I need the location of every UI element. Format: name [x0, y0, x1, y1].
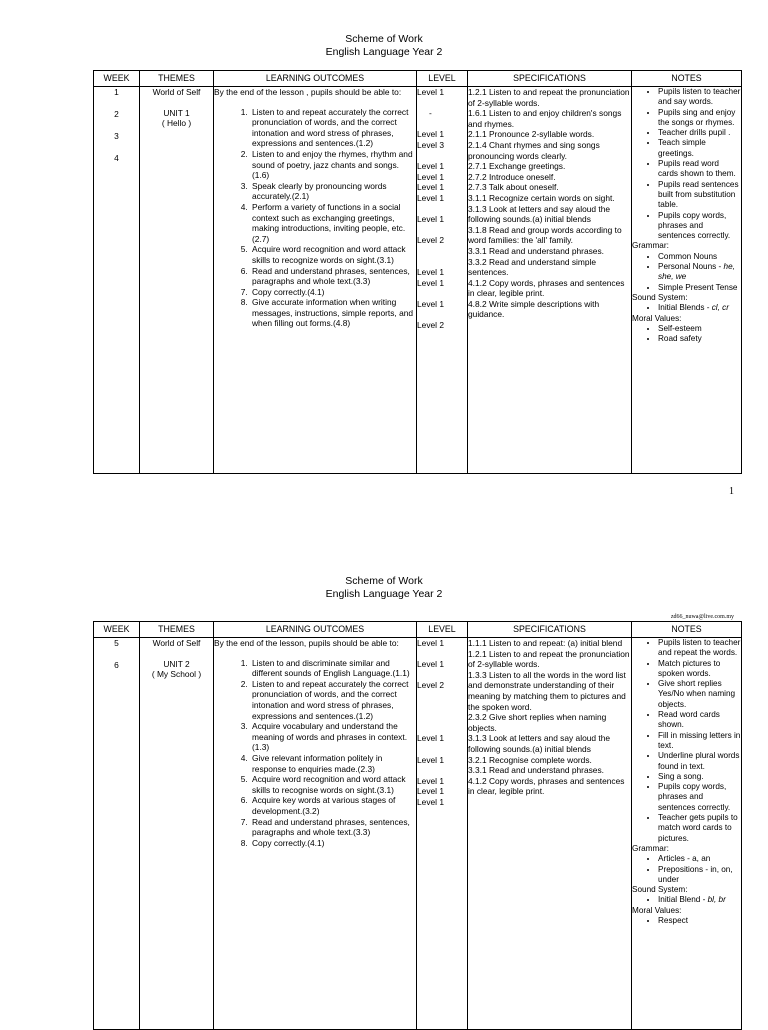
level-entry: Level 2	[417, 235, 445, 246]
list-item: • Teach simple greetings.	[658, 138, 741, 159]
notes-list	[632, 638, 741, 844]
list-item: • Pupils listen to teacher and repeat the words.	[658, 638, 741, 659]
specifications-cell	[468, 87, 632, 474]
grammar-label: Grammar:	[632, 843, 669, 853]
lo-intro: By the end of the lesson , pupils should be able to:	[214, 87, 402, 97]
theme-name: World of Self	[152, 638, 201, 648]
list-item: • Pupils copy words, phrases and sentences correctly.	[658, 211, 741, 242]
notes-list	[632, 87, 741, 241]
week-number: 2	[114, 109, 119, 119]
theme-cell	[140, 87, 214, 474]
list-item: • Teacher drills pupil .	[658, 128, 741, 138]
level-entry: Level 1	[417, 277, 445, 288]
level-entry	[417, 670, 467, 681]
table-header-row	[94, 622, 742, 638]
level-entry	[417, 246, 467, 257]
list-item: 7. Copy correctly.(4.1)	[250, 287, 416, 298]
table-row	[94, 638, 742, 1030]
list-item-italic: bl, br	[707, 895, 726, 905]
list-item: • Pupils read sentences built from substitution table.	[658, 180, 741, 211]
list-item-italic: he, she, we	[658, 262, 735, 282]
page-title: Scheme of Work	[345, 33, 423, 45]
list-item: • Teacher gets pupils to match word cards to pictures.	[658, 813, 741, 844]
level-entry: Level 1	[417, 638, 445, 648]
header-level: LEVEL	[417, 71, 468, 87]
level-entry: Level 1	[417, 659, 445, 670]
unit-label: UNIT 1	[163, 107, 190, 118]
level-entry: Level 1	[417, 214, 445, 225]
unit-name: ( Hello )	[161, 118, 192, 129]
table-header-row	[94, 71, 742, 87]
header-notes: NOTES	[632, 622, 742, 638]
level-entry	[417, 712, 467, 723]
learning-outcomes-cell	[214, 87, 417, 474]
page-subtitle: English Language Year 2	[325, 588, 443, 600]
table-row	[94, 87, 742, 474]
sound-system-list	[632, 303, 741, 313]
list-item: 8. Give accurate information when writing messages, instructions, simple reports, and when filling out forms.(4.8)	[250, 297, 416, 329]
list-item: 1. Listen to and repeat accurately the correct pronunciation of words, and the correct intonation and word stress of phrases, expressions and sentences.(1.2)	[250, 107, 416, 149]
page-title: Scheme of Work	[345, 575, 423, 587]
page-number: 1	[729, 486, 734, 497]
level-entry: Level 1	[417, 267, 445, 278]
level-entry	[417, 649, 467, 660]
level-entry: Level 1	[417, 129, 445, 140]
list-item: • Common Nouns	[658, 252, 741, 262]
list-item: • Give short replies Yes/No when naming objects.	[658, 679, 741, 710]
list-item: 4. Perform a variety of functions in a social context such as exchanging greetings, making introductions, inviting people, etc.(2.7)	[250, 202, 416, 244]
email-header: zd66_nuwa@live.com.my	[670, 614, 734, 620]
learning-outcomes-cell	[214, 638, 417, 1030]
header-themes: THEMES	[140, 71, 214, 87]
level-entry: Level 2	[417, 680, 445, 691]
header-specifications: SPECIFICATIONS	[468, 622, 632, 638]
header-learning-outcomes: LEARNING OUTCOMES	[214, 71, 417, 87]
list-item: 4. Give relevant information politely in response to enquiries made.(2.3)	[250, 753, 416, 774]
level-entry: Level 1	[417, 171, 445, 182]
notes-cell	[632, 638, 742, 1030]
level-entry	[417, 723, 467, 734]
level-entry	[417, 204, 467, 215]
week-number: 5	[114, 638, 119, 648]
level-entry: Level 1	[417, 775, 445, 786]
list-item-text: Initial Blends -	[658, 303, 712, 313]
list-item: • Read word cards shown.	[658, 710, 741, 731]
level-entry: Level 1	[417, 192, 445, 203]
list-item: 6. Acquire key words at various stages of development.(3.2)	[250, 795, 416, 816]
level-entry: Level 1	[417, 182, 445, 193]
list-item: 5. Acquire word recognition and word attack skills to recognize words on sight.(3.1)	[250, 244, 416, 265]
week-number: 4	[114, 153, 119, 163]
moral-values-list	[632, 916, 741, 926]
scheme-table-2	[93, 621, 742, 1030]
grammar-list	[632, 252, 741, 293]
list-item: • Simple Present Tense	[658, 283, 741, 293]
notes-cell	[632, 87, 742, 474]
level-entry	[417, 151, 467, 162]
grammar-label: Grammar:	[632, 241, 669, 251]
level-entry	[417, 119, 467, 130]
list-item: • Pupils read word cards shown to them.	[658, 159, 741, 180]
moral-values-label: Moral Values:	[632, 905, 682, 915]
header-themes: THEMES	[140, 622, 214, 638]
level-entry: Level 1	[417, 87, 445, 97]
list-item-text: Personal Nouns -	[658, 262, 724, 272]
header-week: WEEK	[94, 622, 140, 638]
level-entry	[417, 765, 467, 776]
list-item: 1. Listen to and discriminate similar and different sounds of English Language.(1.1)	[250, 658, 416, 679]
list-item: 6. Read and understand phrases, sentences, paragraphs and whole text.(3.3)	[250, 266, 416, 287]
level-cell	[417, 638, 468, 1030]
level-entry: -	[429, 108, 432, 119]
level-entry: Level 3	[417, 139, 445, 150]
level-entry: Level 1	[417, 786, 445, 797]
sound-system-label: Sound System:	[632, 885, 688, 895]
level-entry	[417, 257, 467, 268]
specifications-text: 1.1.1 Listen to and repeat: (a) initial blend 1.2.1 Listen to and repeat the pronunciation of 2-syllable words. 1.3.3 Listen to all the words in the word list and demonstrate understanding of their meaning by matching them to pictures and the spoken word. 2.3.2 Give short replies when naming objects. 3.1.3 Look at letters and say aloud the following sounds.(a) initial blends 3.2.1 Recognise complete words. 3.3.1 Read and understand phrases. 4.1.2 Copy words, phrases and sentences in clear, legible print.	[468, 638, 630, 797]
header-learning-outcomes: LEARNING OUTCOMES	[214, 622, 417, 638]
list-item	[658, 895, 741, 905]
list-item: • Respect	[658, 916, 741, 926]
list-item: 3. Speak clearly by pronouncing words accurately.(2.1)	[250, 181, 416, 202]
list-item: • Articles - a, an	[658, 854, 741, 864]
header-level: LEVEL	[417, 622, 468, 638]
list-item: 2. Listen to and repeat accurately the correct pronunciation of words, and the correct intonation and word stress of phrases, expressions and sentences.(1.2)	[250, 679, 416, 721]
list-item: 3. Acquire vocabulary and understand the meaning of words and phrases in context.(1.3)	[250, 721, 416, 753]
level-entry: Level 1	[417, 298, 445, 309]
list-item: 2. Listen to and enjoy the rhymes, rhythm and sound of poetry, jazz chants and songs.(1.6)	[250, 149, 416, 181]
list-item	[658, 262, 741, 283]
outcomes-list	[214, 658, 416, 849]
scheme-table-1	[93, 70, 742, 474]
list-item: • Fill in missing letters in text.	[658, 731, 741, 752]
header-specifications: SPECIFICATIONS	[468, 71, 632, 87]
list-item: • Underline plural words found in text.	[658, 751, 741, 772]
specifications-text: 1.2.1 Listen to and repeat the pronunciation of 2-syllable words. 1.6.1 Listen to and enjoy children's songs and rhymes. 2.1.1 Pronounce 2-syllable words. 2.1.4 Chant rhymes and sing songs pronouncing words clearly. 2.7.1 Exchange greetings. 2.7.2 Introduce oneself. 2.7.3 Talk about oneself. 3.1.1 Recognize certain words on sight. 3.1.3 Look at letters and say aloud the following sounds.(a) initial blends 3.1.8 Read and group words according to word families: the 'all' family. 3.3.1 Read and understand phrases. 3.3.2 Read and understand simple sentences. 4.1.2 Copy words, phrases and sentences in clear, legible print. 4.8.2 Write simple descriptions with guidance.	[468, 87, 630, 320]
list-item: • Self-esteem	[658, 324, 741, 334]
unit-name: ( My School )	[151, 669, 202, 680]
list-item: • Prepositions - in, on, under	[658, 865, 741, 886]
lo-intro: By the end of the lesson, pupils should be able to:	[214, 638, 399, 648]
level-entry: Level 1	[417, 161, 445, 172]
level-entry: Level 2	[417, 320, 445, 331]
unit-label: UNIT 2	[163, 658, 190, 669]
list-item: • Road safety	[658, 334, 741, 344]
theme-name: World of Self	[152, 87, 201, 97]
list-item: 7. Read and understand phrases, sentences, paragraphs and whole text.(3.3)	[250, 817, 416, 838]
list-item: • Sing a song.	[658, 772, 741, 782]
list-item: • Pupils copy words, phrases and sentences correctly.	[658, 782, 741, 813]
week-number: 6	[114, 660, 119, 670]
level-entry	[417, 744, 467, 755]
list-item	[658, 303, 741, 313]
page-subtitle: English Language Year 2	[325, 46, 443, 58]
week-number: 3	[114, 131, 119, 141]
list-item: • Pupils listen to teacher and say words.	[658, 87, 741, 108]
specifications-cell	[468, 638, 632, 1030]
list-item-text: Initial Blend -	[658, 895, 708, 905]
list-item: 5. Acquire word recognition and word attack skills to recognise words on sight.(3.1)	[250, 774, 416, 795]
level-entry: Level 1	[417, 796, 445, 807]
level-entry	[417, 309, 467, 320]
sound-system-label: Sound System:	[632, 292, 688, 302]
list-item: • Pupils sing and enjoy the songs or rhymes.	[658, 108, 741, 129]
level-entry	[417, 225, 467, 236]
moral-values-label: Moral Values:	[632, 313, 682, 323]
week-cell	[94, 87, 140, 474]
list-item: 8. Copy correctly.(4.1)	[250, 838, 416, 849]
moral-values-list	[632, 324, 741, 345]
level-entry	[417, 98, 467, 109]
week-number: 1	[114, 87, 119, 97]
list-item-italic: cl, cr	[711, 303, 729, 313]
level-entry: Level 1	[417, 754, 445, 765]
list-item: • Match pictures to spoken words.	[658, 659, 741, 680]
level-cell	[417, 87, 468, 474]
level-entry	[417, 288, 467, 299]
level-entry: Level 1	[417, 733, 445, 744]
outcomes-list	[214, 107, 416, 329]
week-cell	[94, 638, 140, 1030]
grammar-list	[632, 854, 741, 885]
header-week: WEEK	[94, 71, 140, 87]
header-notes: NOTES	[632, 71, 742, 87]
sound-system-list	[632, 895, 741, 905]
theme-cell	[140, 638, 214, 1030]
level-entry	[417, 702, 467, 713]
level-entry	[417, 691, 467, 702]
